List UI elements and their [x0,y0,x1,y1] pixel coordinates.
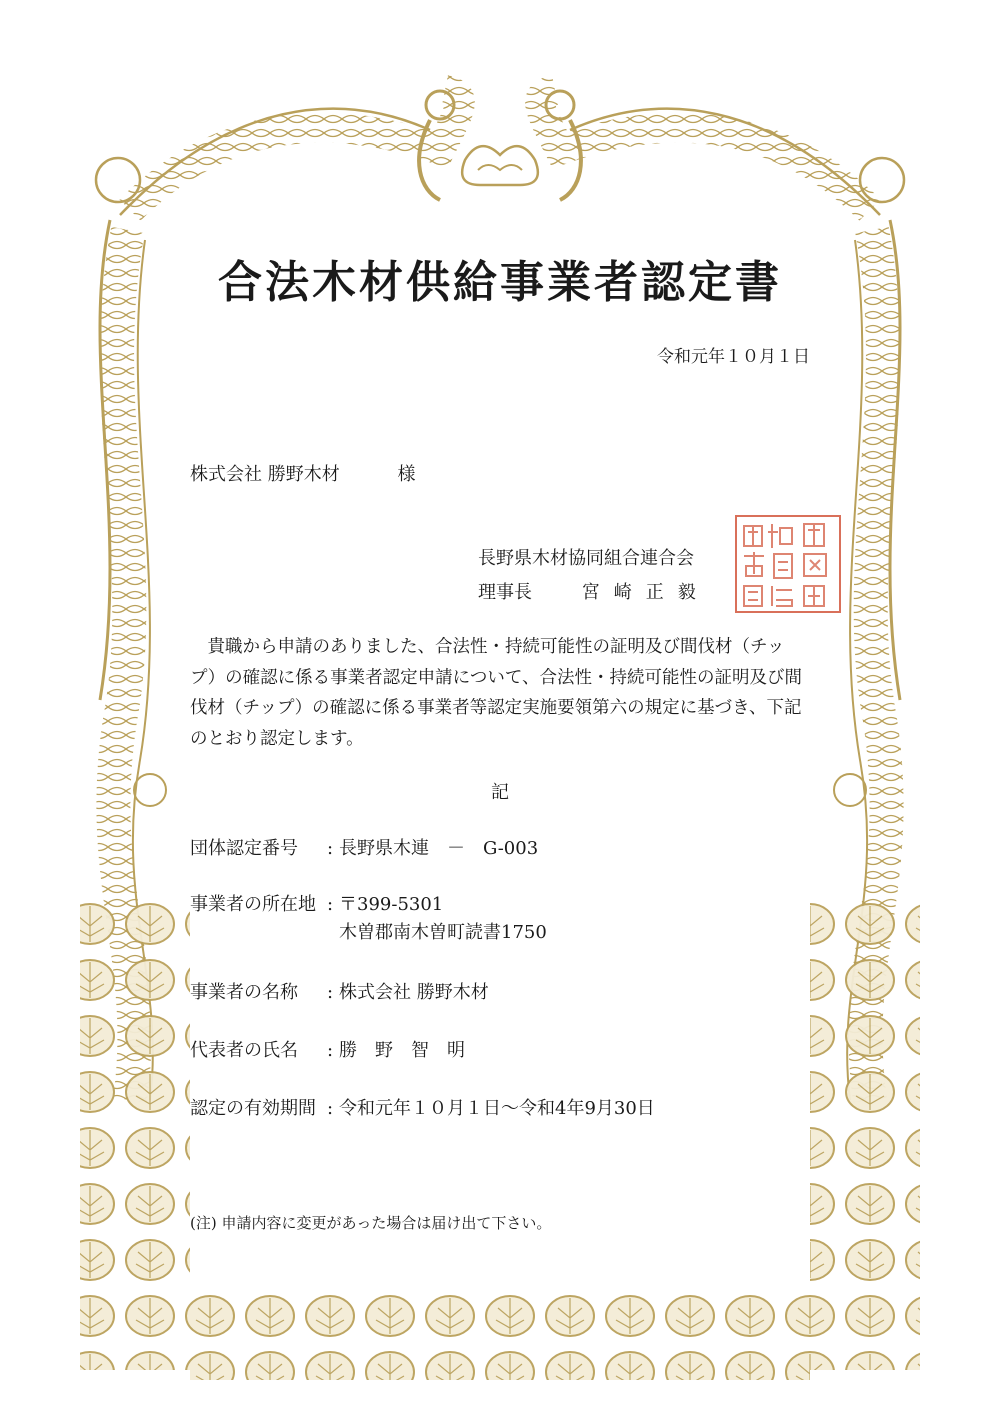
ki-heading: 記 [491,782,509,803]
issuer-title: 理事長 [478,582,532,603]
recipient-honorific: 様 [397,464,416,485]
issue-date: 令和元年１０月１日 [657,347,810,367]
item-value: 長野県木連 － G-003 [339,838,539,859]
item-label: 事業者の名称 [190,982,298,1003]
item-value: 令和元年１０月１日～令和4年9月30日 [339,1098,655,1119]
item-address: 事業者の所在地 : 〒399-5301 [190,890,443,916]
item-address-line2: 木曽郡南木曽町読書1750 [339,922,547,943]
item-label: 代表者の氏名 [190,1040,298,1061]
recipient [190,460,415,486]
item-label: 事業者の所在地 [190,894,316,915]
item-value: 勝 野 智 明 [339,1040,465,1061]
item-business-name: 事業者の名称 : 株式会社 勝野木材 [190,978,489,1004]
issuer-representative [478,578,710,604]
recipient-company: 株式会社 勝野木材 [190,464,340,485]
footnote: (注) 申請内容に変更があった場合は届け出て下さい。 [190,1214,552,1232]
item-label: 団体認定番号 [190,838,298,859]
item-value: 株式会社 勝野木材 [339,982,489,1003]
item-cert-number: 団体認定番号 : 長野県木連 － G-003 [190,834,538,860]
official-seal-stamp [732,512,844,616]
item-label: 認定の有効期間 [190,1098,316,1119]
item-representative: 代表者の氏名 : 勝 野 智 明 [190,1036,465,1062]
issuer-organization: 長野県木材協同組合連合会 [478,548,694,569]
item-value: 〒399-5301 [339,894,444,915]
certificate-title: 合法木材供給事業者認定書 [218,257,782,308]
issuer-name: 宮崎正毅 [581,582,710,603]
item-validity-period: 認定の有効期間 : 令和元年１０月１日～令和4年9月30日 [190,1094,655,1120]
certification-body: 貴職から申請のありました、合法性・持続可能性の証明及び間伐材（チップ）の確認に係る事業者認定申請について、合法性・持続可能性の証明及び間伐材（チップ）の確認に係る事業者等認定実施要領第六の規定に基づき、下記のとおり認定します。 [190,637,802,749]
